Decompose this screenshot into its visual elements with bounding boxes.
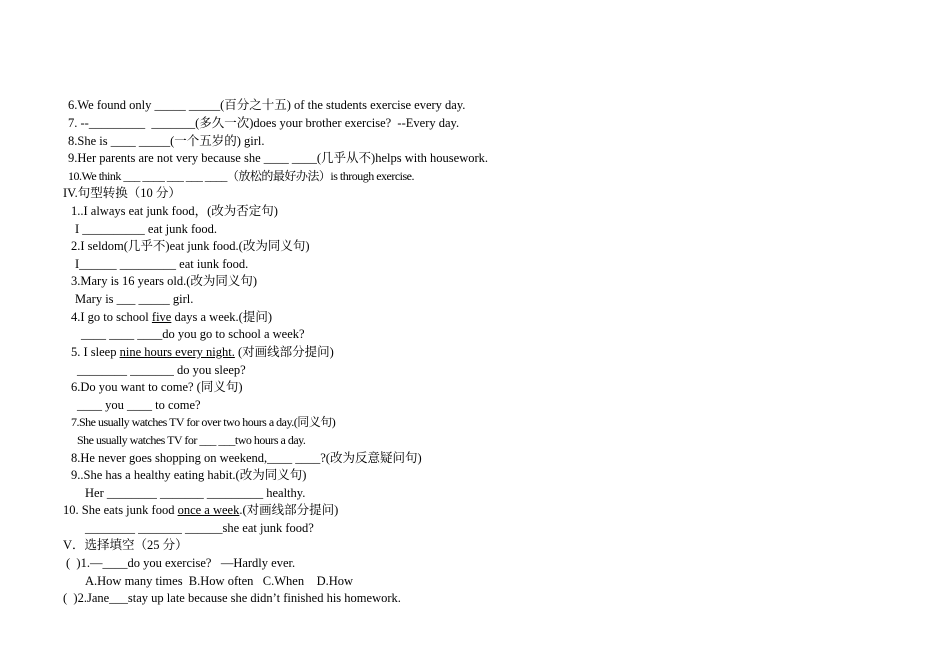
s4-q8: 8.He never goes shopping on weekend,____ ____?(改为反意疑问句) (71, 451, 422, 465)
s4-a2: I______ _________ eat iunk food. (75, 257, 249, 271)
s4-q4-pre: 4.I go to school (71, 310, 152, 324)
s4-q5-post: (对画线部分提问) (234, 345, 334, 359)
s4-a10: ________ _______ ______she eat junk food? (85, 521, 314, 535)
s4-a7: She usually watches TV for ___ ___two hours a day. (77, 433, 306, 447)
s5-q1: ( )1.—____do you exercise? —Hardly ever. (66, 556, 296, 570)
s4-q10-post: .(对画线部分提问) (239, 503, 339, 517)
s4-a1: I __________ eat junk food. (75, 222, 217, 236)
s5-q1-options: A.How many times B.How often C.When D.How (85, 574, 354, 588)
s4-q2: 2.I seldom(几乎不)eat junk food.(改为同义句) (71, 239, 310, 253)
s4-q5-underlined: nine hours every night. (119, 345, 235, 359)
s5-q2: ( )2.Jane___stay up late because she didn’t finished his homework. (63, 591, 401, 605)
s4-a3: Mary is ___ _____ girl. (75, 292, 194, 306)
s4-a9: Her ________ _______ _________ healthy. (85, 486, 306, 500)
s4-q10 (63, 502, 338, 518)
section-4-heading: IV.句型转换（10 分） (63, 186, 181, 200)
s4-a4: ____ ____ ____do you go to school a week? (81, 327, 305, 341)
s4-q7: 7.She usually watches TV for over two hours a day.(同义句) (71, 415, 336, 429)
s4-q4-post: days a week.(提问) (171, 310, 273, 324)
question-8: 8.She is ____ _____(一个五岁的) girl. (68, 134, 265, 148)
question-9: 9.Her parents are not very because she ____ ____(几乎从不)helps with housework. (68, 151, 489, 165)
s4-a5: ________ _______ do you sleep? (77, 363, 246, 377)
s4-q1: 1..I always eat junk food，(改为否定句) (71, 204, 278, 218)
question-10: 10.We think ___ ____ ___ ___ ____（放松的最好办法）is through exercise. (68, 169, 414, 183)
s4-q4 (71, 309, 272, 325)
question-6: 6.We found only _____ _____(百分之十五) of the students exercise every day. (68, 98, 466, 112)
s4-q5-pre: 5. I sleep (71, 345, 120, 359)
s4-a6: ____ you ____ to come? (77, 398, 201, 412)
s4-q5 (71, 344, 334, 360)
question-7: 7. --_________ _______(多久一次)does your brother exercise? --Every day. (68, 116, 460, 130)
s4-q3: 3.Mary is 16 years old.(改为同义句) (71, 274, 258, 288)
s4-q9: 9..She has a healthy eating habit.(改为同义句) (71, 468, 307, 482)
s4-q4-underlined: five (151, 310, 172, 324)
section-5-heading: V．选择填空（25 分） (63, 538, 188, 552)
s4-q10-pre: 10. She eats junk food (63, 503, 178, 517)
s4-q10-underlined: once a week (177, 503, 240, 517)
s4-q6: 6.Do you want to come? (同义句) (71, 380, 243, 394)
